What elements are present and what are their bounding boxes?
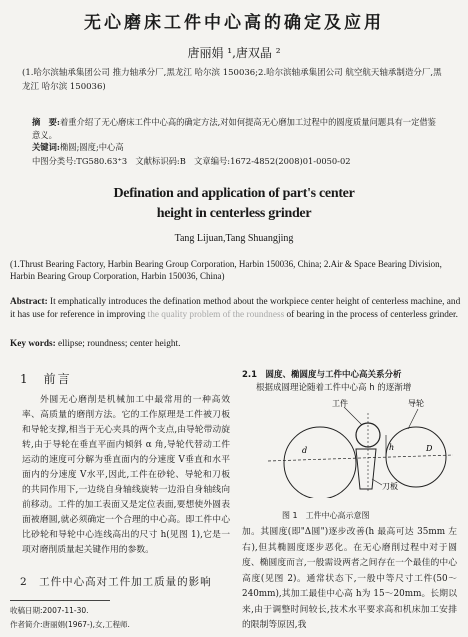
authors-en: Tang Lijuan,Tang Shuangjing — [174, 233, 294, 244]
classification-cn: 中图分类号:TG580.63⁺3 文献标识码:B 文章编号:1672-4852(2008)01-0050-02 — [32, 156, 351, 166]
label-guide-wheel: 导轮 — [408, 399, 424, 408]
author-note: 作者简介:唐丽娟(1967-),女,工程师. — [10, 620, 130, 629]
label-blade: 刀板 — [382, 482, 398, 491]
affiliation-cn: (1.哈尔滨轴承集团公司 推力轴承分厂,黑龙江 哈尔滨 150036;2.哈尔滨轴承集团公司 航空航天轴承制造分厂,黑龙江 哈尔滨 150036) — [22, 68, 442, 92]
abstract-en-pre: It emphatically introduces the defination method about the workpiece center height of centerless machine, and it has use for reference in improving — [10, 297, 461, 320]
figure-1-caption: 图 1 工件中心高示意图 — [282, 511, 370, 520]
abstract-en-label: Abstract: — [10, 297, 48, 307]
section-2-1-heading: 2.1 圆度、椭圆度与工件中心高关系分析 — [242, 370, 402, 380]
label-workpiece: 工件 — [332, 399, 348, 408]
figure-1-diagram — [258, 393, 458, 498]
section-1-body: 外圆无心磨削是机械加工中最常用的一种高效率、高质量的磨削方法。它的工作原理是工件被刀板和导轮支撑,相当于无心夹具的两个支点,由导轮带动旋转,由于导轮在垂直平面内倾斜 α 角,导轮代替动工件运动的速度可分解为垂直面内的分速度 V垂直和水平面内的分速度 V水平,因此,工件在砂轮、导轮和刀板的共同作用下,一边绕自身轴线旋转一边沿自身轴线向前移动。工件的加工表面又是定位表面,要想使外圆表面被磨圆,就必须确定一个合理的中心高。即工件中心比砂轮和导轮中心连线高出的尺寸 h(见图 1),它是一项对磨削质量起关键作用的参数。 — [22, 395, 230, 555]
abstract-cn-label: 摘 要: — [32, 117, 60, 127]
keywords-en-label: Key words: — [10, 339, 56, 349]
label-d1: d — [302, 446, 308, 455]
received-date: 收稿日期:2007-11-30. — [10, 606, 89, 615]
abstract-cn — [32, 116, 442, 142]
abstract-en — [10, 296, 462, 322]
center-line — [268, 455, 453, 461]
section-2-1-body: 加。其圆度(即"Δ圆")逐步改善(h 最高可达 35mm 左右),但其椭圆度逐步恶化。在无心磨削过程中对于圆度、椭圆度而言,一般需设两者之间存在一个最佳的中心高度(见图 2)。通常状态下,一般中等尺寸工件(50～240mm),其加工最佳中心高 h为 15～20mm。长期以来,由于调整时间较长,技术水平要求高和机床加工安排的限制等原因,我 — [242, 527, 457, 630]
keywords-cn-text: 椭圆;圆度;中心高 — [59, 142, 124, 152]
label-d2: D — [426, 444, 433, 453]
abstract-cn-text: 着重介绍了无心磨床工件中心高的确定方法,对如何提高无心磨加工过程中的圆度质量问题具有一定借鉴意义。 — [32, 117, 436, 140]
keywords-en-text: ellipse; roundness; center height. — [55, 339, 181, 349]
label-h: h — [389, 443, 395, 452]
abstract-en-post: of bearing in the process of centerless grinder. — [284, 310, 458, 320]
article-title-cn: 无心磨床工件中心高的确定及应用 — [84, 13, 384, 33]
affiliation-en: (1.Thrust Bearing Factory, Harbin Bearing Group Corporation, Harbin 150036, China; 2.Air & Space Bearing Division, Harbin Bearing Group Corporation, Harbin 150036, China) — [10, 259, 442, 281]
grinding-wheel — [284, 427, 356, 498]
authors-cn: 唐丽娟 ¹,唐双晶 ² — [187, 46, 281, 60]
guide-wheel-leader — [408, 409, 418, 429]
keywords-cn — [32, 141, 124, 153]
section-2-heading: 2 工件中心高对工件加工质量的影响 — [20, 576, 212, 588]
workpiece-leader — [344, 407, 362, 425]
section-1-heading — [20, 370, 72, 387]
footnote-rule — [10, 600, 110, 601]
work-rest-blade — [356, 449, 376, 489]
blade-leader — [372, 479, 382, 485]
keywords-cn-label: 关键词: — [32, 142, 60, 152]
keywords-en — [10, 339, 180, 349]
section-1-number: 1 — [20, 372, 30, 386]
section-1-title: 前言 — [43, 372, 72, 386]
section-2-1-first-line: 根据成圆理论随着工件中心高 h 的逐渐增 — [256, 383, 412, 393]
article-title-en — [0, 184, 468, 224]
title-en-line2: height in centerless grinder — [156, 206, 312, 221]
title-en-line1: Defination and application of part's center — [113, 186, 355, 201]
abstract-en-faint: the quality problem of the roundness — [147, 310, 285, 320]
